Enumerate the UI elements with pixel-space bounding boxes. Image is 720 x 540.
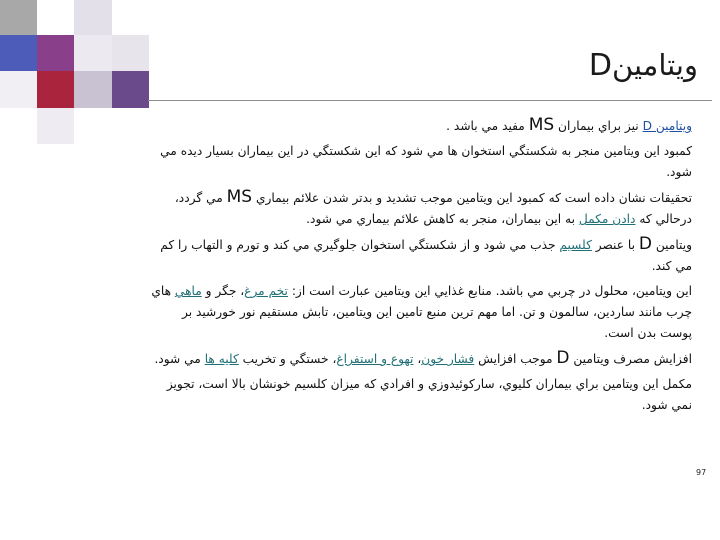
link-supplement[interactable]: دادن مكمل — [578, 212, 636, 226]
link-nausea[interactable]: تهوع و استفراغ — [336, 352, 414, 366]
title-text: ویتامین — [611, 48, 698, 82]
decor-square-light-bottom — [37, 108, 74, 144]
link-calcium[interactable]: كلسيم — [559, 238, 592, 252]
decor-square-light-mid — [74, 35, 112, 71]
decor-square-light-left — [0, 71, 37, 108]
decor-square-pink — [74, 71, 112, 108]
paragraph-1: ويتامين D نيز براي بيماران MS مفيد مي باشد . — [446, 115, 692, 135]
paragraph-4: ويتامين D با عنصر كلسيم جذب مي شود و از شكستگي استخوان جلوگيري مي كند و تورم و التهاب را كم مي كند. — [160, 234, 692, 273]
paragraph-2: كمبود اين ويتامين منجر به شكستگي استخوان ها مي شود كه اين شكستگي در اين بيماران بسيار ديده مي شود. — [160, 144, 692, 179]
decor-square-light-top — [74, 0, 112, 35]
ms-abbrev: MS — [528, 115, 555, 135]
slide-body — [150, 115, 692, 420]
link-fish[interactable]: ماهي — [174, 284, 202, 298]
paragraph-3: تحقيقات نشان داده است كه كمبود اين ويتامين موجب تشديد و بدتر شدن علائم بيماري MS مي گردد، درحالي كه دادن مكمل به اين بيماران، منجر به كاهش علائم بيماري مي شود. — [174, 187, 692, 226]
page-number: 97 — [696, 468, 707, 477]
decor-square-gray — [0, 0, 37, 35]
slide-title — [589, 48, 698, 83]
decor-square-purple — [37, 35, 74, 71]
decor-square-crimson — [37, 71, 74, 108]
decor-square-blue — [0, 35, 37, 71]
link-blood-pressure[interactable]: فشار خون — [421, 352, 475, 366]
paragraph-5: اين ويتامين، محلول در چربي مي باشد. منابع غذايي اين ويتامين عبارت است از: تخم مرغ، جگر و ماهي هاي چرب مانند ساردين، سالمون و تن. اما مهم ترين منبع تامين اين ويتامين، تابش مستقيم نور خورشيد بر پوست بدن است. — [151, 284, 692, 340]
decor-square-light-right — [112, 35, 149, 71]
link-kidneys[interactable]: كليه ها — [204, 352, 239, 366]
title-divider — [148, 100, 712, 101]
paragraph-6: افزايش مصرف ويتامين D موجب افزايش فشار خون، تهوع و استفراغ، خستگي و تخريب كليه ها مي شود. — [154, 348, 692, 368]
ms-abbrev: MS — [226, 187, 253, 207]
link-vitamin-d[interactable]: ويتامين D — [642, 119, 692, 133]
decor-square-dark-purple — [112, 71, 149, 108]
paragraph-7: مكمل اين ويتامين براي بيماران كليوي، ساركوئيدوزي و افرادي كه ميزان كلسيم خونشان بالا است، تجويز نمي شود. — [166, 377, 692, 412]
title-letter: D — [588, 48, 612, 83]
link-egg[interactable]: تخم مرغ — [244, 284, 288, 298]
